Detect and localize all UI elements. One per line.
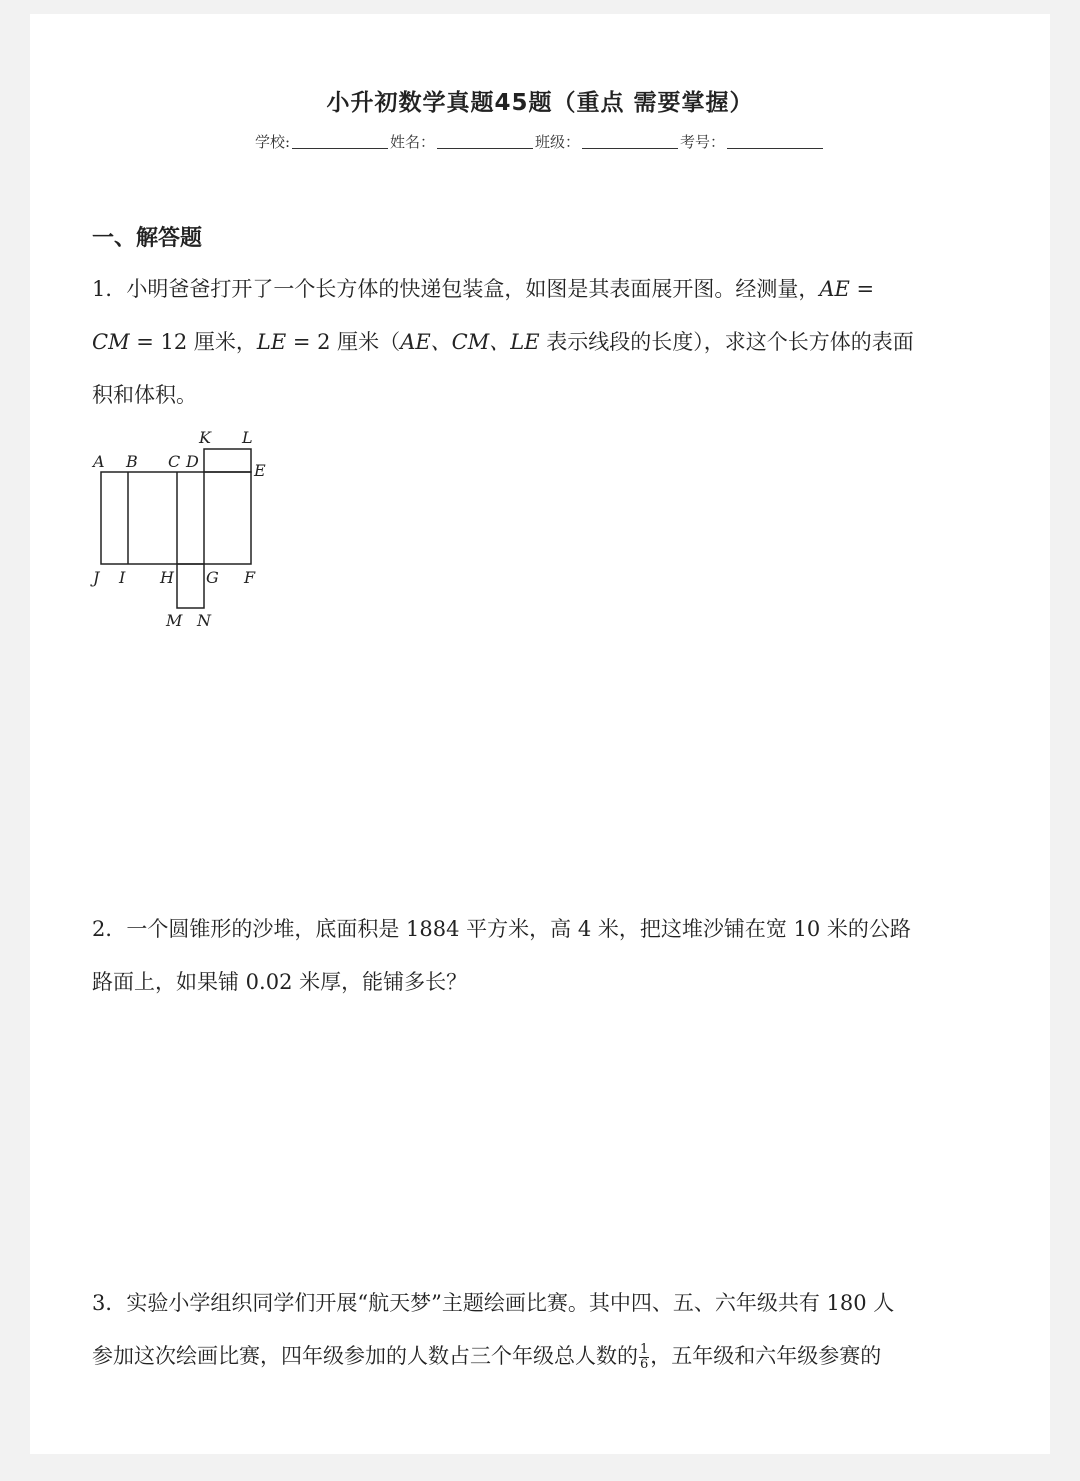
exam-no-label: 考号： [680, 133, 726, 151]
question-2 [92, 903, 992, 1009]
q3-line-2: 参加这次绘画比赛，四年级参加的人数占三个年级总人数的 $\frac{1}{6}$ ，五年级和六年级参赛的 [92, 1342, 882, 1372]
class-blank [582, 134, 678, 149]
label-l: L [242, 428, 253, 447]
q2-line-1: 2．一个圆锥形的沙堆，底面积是 1884 平方米，高 4 米，把这堆沙铺在宽 10 米的公路 [92, 917, 911, 941]
label-m: M [166, 611, 183, 630]
label-e: E [254, 461, 266, 480]
label-n: N [197, 611, 211, 630]
label-i: I [119, 568, 126, 587]
class-label: 班级： [535, 133, 581, 151]
label-g: G [206, 568, 219, 587]
question-3 [92, 1277, 992, 1383]
label-j: J [93, 568, 100, 587]
q1-line-3: 积和体积。 [92, 383, 197, 407]
name-blank [437, 134, 533, 149]
label-b: B [126, 452, 138, 471]
label-h: H [160, 568, 174, 587]
net-bottom-flap [177, 564, 204, 608]
q3-line-1: 3．实验小学组织同学们开展“航天梦”主题绘画比赛。其中四、五、六年级共有 180 人 [92, 1291, 895, 1315]
question-1 [92, 263, 992, 422]
student-info-line [0, 131, 1080, 152]
q1-line-1: 1．小明爸爸打开了一个长方体的快递包装盒，如图是其表面展开图。经测量，AE = [92, 277, 875, 301]
label-d: D [186, 452, 199, 471]
label-a: A [93, 452, 105, 471]
label-f: F [244, 568, 256, 587]
exam-no-blank [727, 134, 823, 149]
school-blank [292, 134, 388, 149]
net-top-flap [204, 449, 251, 472]
label-k: K [199, 428, 211, 447]
q1-line-2: CM = 12 厘米，LE = 2 厘米（AE、CM、LE 表示线段的长度），求这个长方体的表面 [92, 330, 914, 354]
net-main-rect [101, 472, 251, 564]
q2-line-2: 路面上，如果铺 0.02 米厚，能铺多长？ [92, 970, 468, 994]
page-title: 小升初数学真题45题（重点 需要掌握） [326, 90, 754, 116]
fraction-one-sixth: $\frac{1}{6}$ [640, 1342, 649, 1372]
section-heading: 一、解答题 [92, 226, 203, 251]
label-c: C [168, 452, 181, 471]
box-net-figure [88, 425, 288, 635]
name-label: 姓名： [390, 133, 436, 151]
school-label: 学校: [254, 133, 290, 151]
